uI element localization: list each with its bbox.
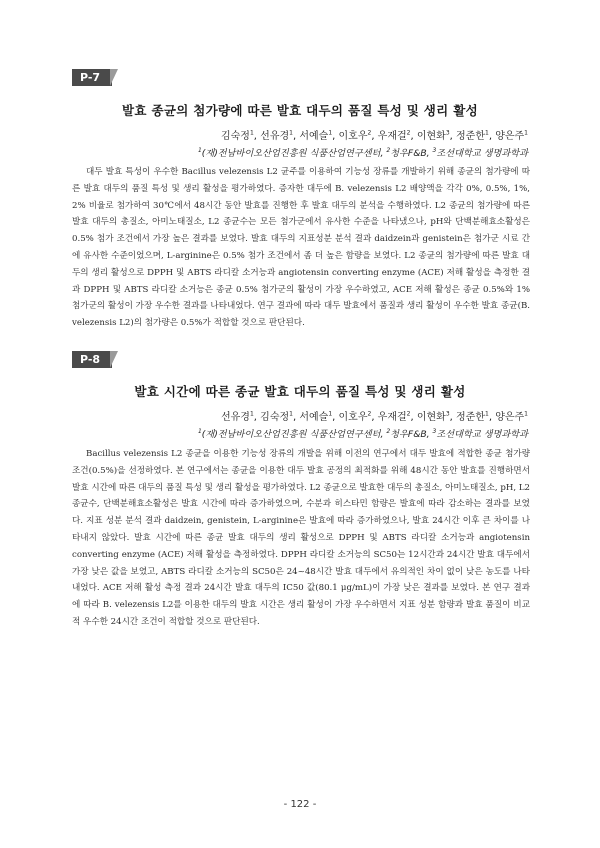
author: 정준한$^1$ <box>456 129 489 142</box>
author: 서예슬$^1$ <box>299 129 333 142</box>
author: 정준한$^1$ <box>456 410 489 423</box>
abstract-title: 발효 시간에 따른 종균 발효 대두의 품질 특성 및 생리 활성 <box>134 384 466 399</box>
author: 김숙정$^1$ <box>220 129 254 142</box>
author-list: 선유경$^1$, 김숙정$^1$, 서예슬$^1$, 이호우$^2$, 우재걸$^2$, 이현화$^3$, 정준한$^1$, 양은주$^1$ <box>220 410 528 423</box>
tag-shadow-decoration <box>110 69 118 86</box>
poster-number: P-7 <box>72 69 112 86</box>
poster-number: P-8 <box>72 351 112 368</box>
author: 김숙정$^1$ <box>260 410 293 423</box>
author-list: 김숙정$^1$, 선유경$^1$, 서예슬$^1$, 이호우$^2$, 우재걸$^2$, 이현화$^3$, 정준한$^1$, 양은주$^1$ <box>220 129 528 142</box>
author: 이호우$^2$ <box>338 410 372 423</box>
author: 서예슬$^1$ <box>299 410 333 423</box>
author: 이현화$^3$ <box>416 410 450 423</box>
author: 우재걸$^2$ <box>377 410 411 423</box>
affiliation-list: $^1$(재)전남바이오산업진흥원 식품산업연구센터, $^2$청우F&B, $^3$조선대학교 생명과학과 <box>197 146 528 159</box>
affiliation-list: $^1$(재)전남바이오산업진흥원 식품산업연구센터, $^2$청우F&B, $^3$조선대학교 생명과학과 <box>197 427 528 440</box>
tag-shadow-decoration <box>110 351 118 368</box>
author: 양은주$^1$ <box>495 410 528 423</box>
poster-tag-p7 <box>72 69 118 86</box>
author: 우재걸$^2$ <box>377 129 411 142</box>
abstract-body: Bacillus velezensis L2 종균을 이용한 기능성 장류의 개발을 위해 이전의 연구에서 대두 발효에 적합한 종균 첨가량 조건(0.5%)을 선정하였다. 본 연구에서는 종균을 이용한 대두 발효 공정의 최적화를 위해 48시간 동안 발효를 진행하면서 발효 시간에 따른 대두의 품질 특성 및 생리 활성을 평가하였다. L2 종균으로 발효한 대두의 총질소, 아미노태질소, pH, L2 종균수, 단백분해효소활성은 발효 시간에 따라 증가하였으며, 수분과 히스타민 함량은 발효에 따라 감소하는 결과를 보였다. 지표 성분 분석 결과 daidzein, genistein, L-arginine은 발효에 따라 증가하였으나, 발효 24시간 이후 큰 차이를 나타내지 않았다. 발효 시간에 따른 종균 발효 대두의 생리 활성으로 DPPH 및 ABTS 라디칼 소거능과 angiotensin converting enzyme (ACE) 저해 활성을 측정하였다. DPPH 라디칼 소거능의 SC50는 12시간과 24시간 발효 대두에서 가장 낮은 값을 보였고, ABTS 라디칼 소거능의 SC50은 24~48시간 발효 대두에서 유의적인 차이 없이 낮은 농도를 나타내었다. ACE 저해 활성 측정 결과 24시간 발효 대두의 IC50 값(80.1 μg/mL)이 가장 낮은 결과를 보였다. 본 연구 결과에 따라 B. velezensis L2를 이용한 대두의 발효 시간은 생리 활성이 가장 우수하면서 지표 성분 함량과 발효 품질이 비교적 우수한 24시간 조건이 적합할 것으로 판단된다. <box>72 449 530 627</box>
poster-tag-p8 <box>72 351 118 368</box>
author: 선유경$^1$ <box>220 410 254 423</box>
author: 양은주$^1$ <box>495 129 528 142</box>
page-number: - 122 - <box>283 799 317 810</box>
abstract-body: 대두 발효 특성이 우수한 Bacillus velezensis L2 균주를 이용하여 기능성 장류를 개발하기 위해 종균의 첨가량에 따른 발효 대두의 품질 특성 및 생리 활성을 평가하였다. 증자한 대두에 B. velezensis L2 배양액을 각각 0%, 0.5%, 1%, 2% 비율로 첨가하여 30℃에서 48시간 동안 발효를 진행한 후 발효 대두의 분석을 수행하였다. L2 종균의 첨가량에 따른 발효 대두의 총질소, 아미노태질소, L2 종균수는 모든 첨가군에서 유사한 수준을 나타냈으나, pH와 단백분해효소활성은 0.5% 첨가 조건에서 가장 높은 결과를 보였다. 발효 대두의 지표성분 분석 결과 daidzein과 genistein은 첨가군 시료 간에 유사한 수준이었으며, L-arginine은 0.5% 첨가 조건에서 좀 더 높은 함량을 보였다. L2 종균의 첨가량에 따른 발효 대두의 생리 활성으로 DPPH 및 ABTS 라디칼 소거능과 angiotensin converting enzyme (ACE) 저해 활성을 측정한 결과 DPPH 및 ABTS 라디칼 소거능은 종균 0.5% 첨가군의 활성이 가장 우수하였고, ACE 저해 활성은 종균 0.5%와 1% 첨가군의 활성이 가장 우수한 결과를 나타내었다. 연구 결과에 따라 대두 발효에서 품질과 생리 활성이 우수한 발효 종균(B. velezensis L2)의 첨가량은 0.5%가 적합할 것으로 판단된다. <box>72 167 530 329</box>
abstract-title: 발효 종균의 첨가량에 따른 발효 대두의 품질 특성 및 생리 활성 <box>122 103 478 118</box>
author: 이호우$^2$ <box>338 129 372 142</box>
author: 선유경$^1$ <box>260 129 293 142</box>
author: 이현화$^3$ <box>416 129 450 142</box>
